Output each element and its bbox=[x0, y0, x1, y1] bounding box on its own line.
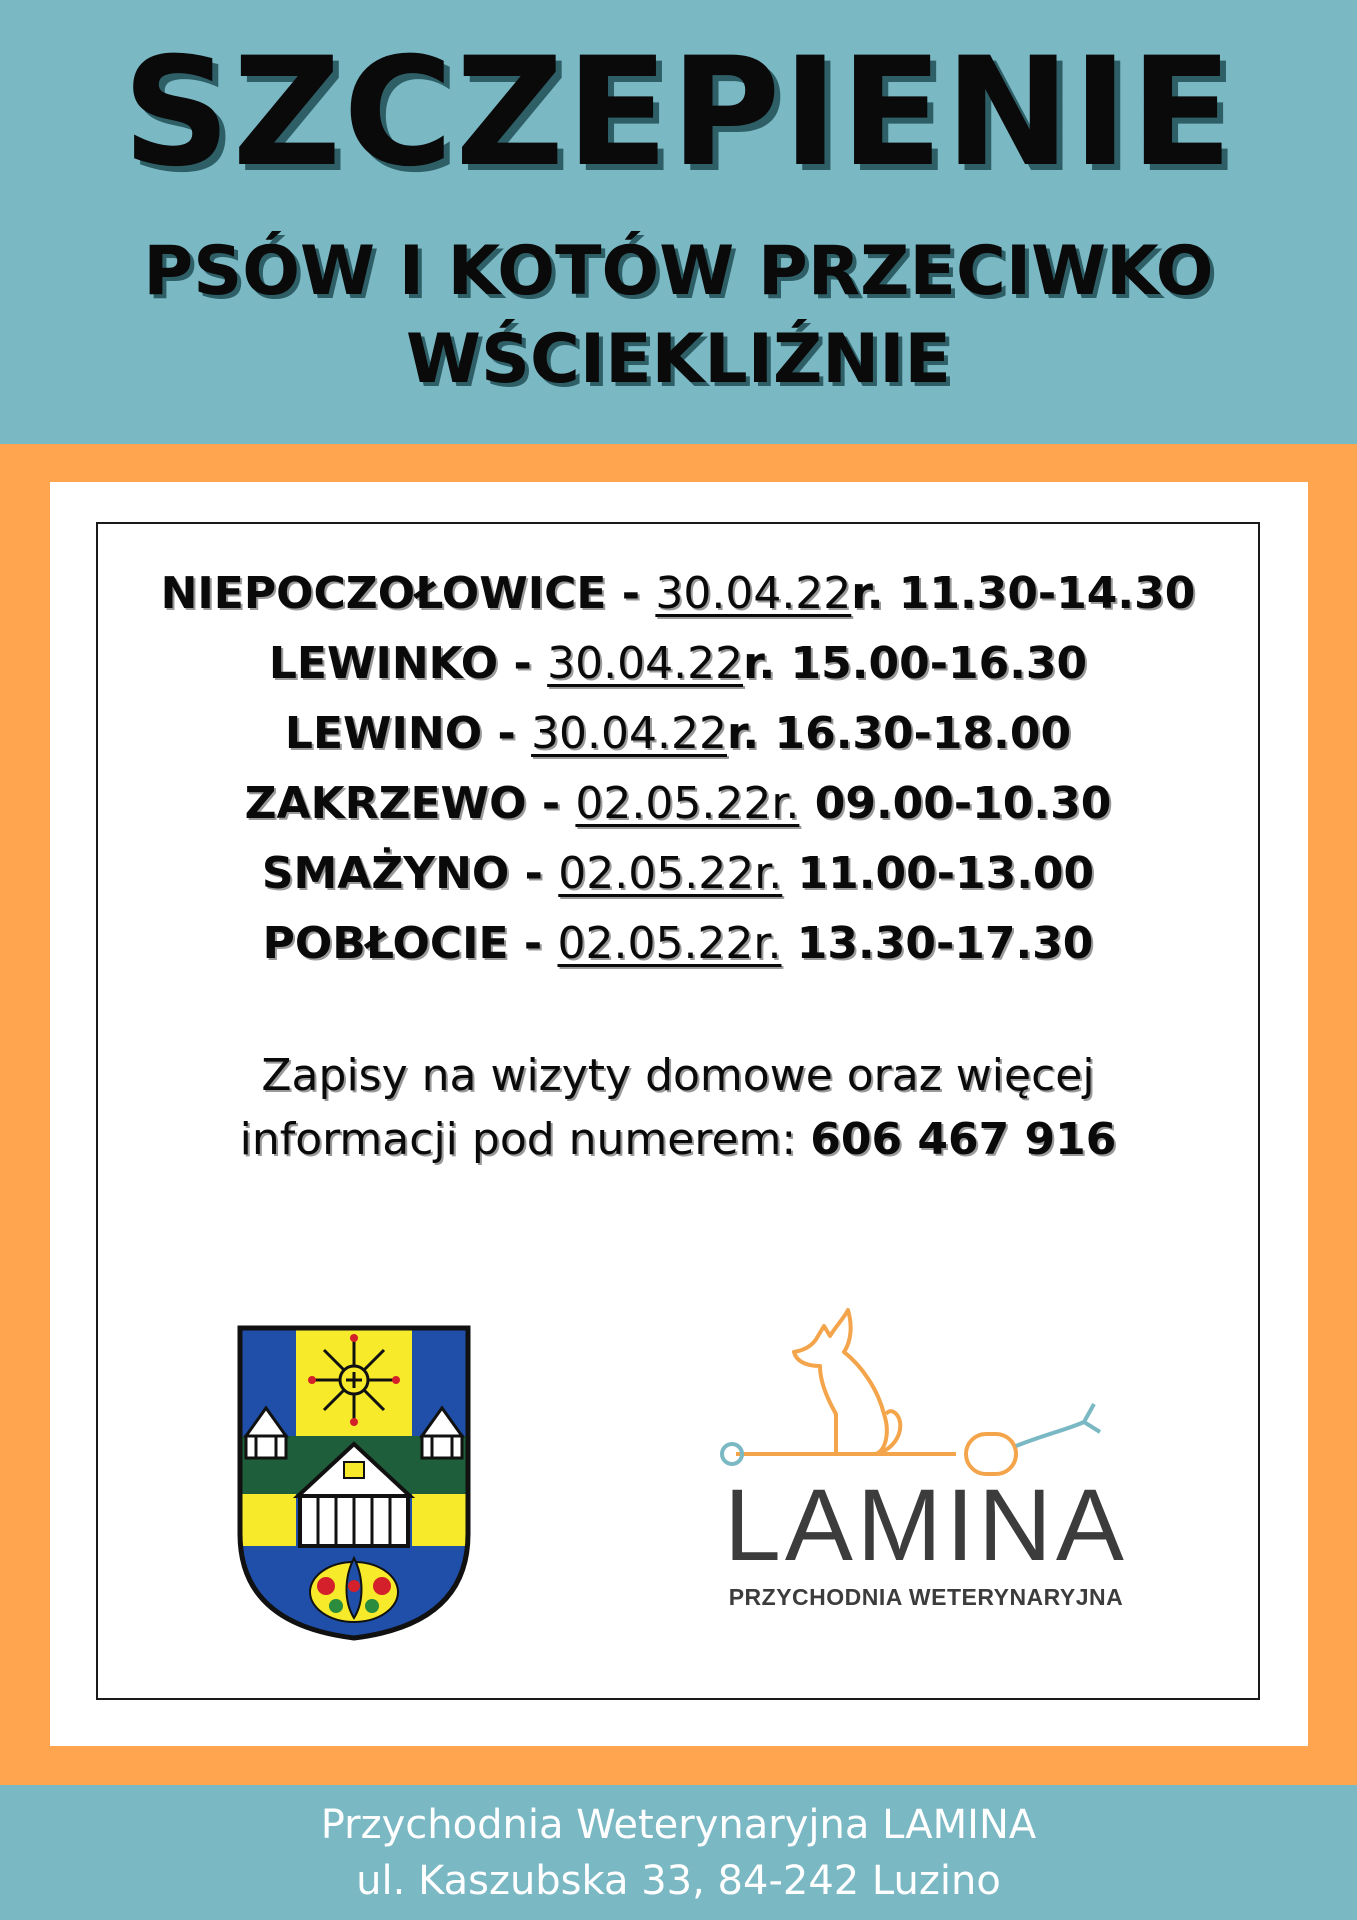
phone-number: 606 467 916 bbox=[810, 1114, 1117, 1165]
schedule-separator: - bbox=[508, 918, 558, 969]
info-line-2-prefix: informacji pod numerem: bbox=[239, 1114, 811, 1165]
subtitle-line-1: PSÓW I KOTÓW PRZECIWKO bbox=[143, 232, 1214, 311]
footer-address: ul. Kaszubska 33, 84-242 Luzino bbox=[356, 1858, 1001, 1904]
schedule-list bbox=[98, 559, 1258, 979]
schedule-time: 11.30-14.30 bbox=[883, 568, 1196, 619]
content-panel bbox=[50, 482, 1308, 1746]
schedule-date-suffix: r. bbox=[743, 638, 776, 689]
footer-clinic-name: Przychodnia Weterynaryjna LAMINA bbox=[320, 1802, 1037, 1848]
schedule-row bbox=[98, 769, 1258, 839]
schedule-time: 09.00-10.30 bbox=[799, 778, 1112, 829]
schedule-separator: - bbox=[526, 778, 576, 829]
content-box bbox=[96, 522, 1260, 1700]
schedule-separator: - bbox=[509, 848, 559, 899]
schedule-place: NIEPOCZOŁOWICE bbox=[160, 568, 607, 619]
schedule-date: 30.04.22 bbox=[655, 568, 852, 619]
info-line-2 bbox=[98, 1108, 1258, 1172]
dog-stethoscope-icon bbox=[716, 1304, 1136, 1494]
schedule-place: POBŁOCIE bbox=[262, 918, 509, 969]
lamina-logo bbox=[716, 1304, 1136, 1634]
coat-of-arms-icon bbox=[236, 1324, 472, 1642]
schedule-row bbox=[98, 839, 1258, 909]
info-text bbox=[98, 1044, 1258, 1172]
schedule-date: 02.05.22r. bbox=[557, 918, 782, 969]
poster-subtitle bbox=[0, 228, 1357, 404]
header-banner bbox=[0, 0, 1357, 444]
schedule-separator: - bbox=[482, 708, 532, 759]
schedule-row bbox=[98, 559, 1258, 629]
schedule-row bbox=[98, 909, 1258, 979]
schedule-separator: - bbox=[606, 568, 656, 619]
schedule-separator: - bbox=[498, 638, 548, 689]
schedule-time: 11.00-13.00 bbox=[782, 848, 1095, 899]
schedule-place: ZAKRZEWO bbox=[244, 778, 527, 829]
schedule-time: 16.30-18.00 bbox=[759, 708, 1072, 759]
schedule-place: LEWINO bbox=[284, 708, 483, 759]
schedule-time: 13.30-17.30 bbox=[781, 918, 1094, 969]
schedule-date-suffix: r. bbox=[727, 708, 760, 759]
schedule-place: LEWINKO bbox=[268, 638, 499, 689]
schedule-date: 02.05.22r. bbox=[558, 848, 783, 899]
schedule-date: 30.04.22 bbox=[547, 638, 744, 689]
schedule-place: SMAŻYNO bbox=[261, 848, 510, 899]
schedule-date: 02.05.22r. bbox=[575, 778, 800, 829]
schedule-row bbox=[98, 699, 1258, 769]
schedule-row bbox=[98, 629, 1258, 699]
lamina-name: LAMINA bbox=[724, 1468, 1128, 1582]
schedule-time: 15.00-16.30 bbox=[775, 638, 1088, 689]
schedule-date-suffix: r. bbox=[851, 568, 884, 619]
lamina-subtitle: PRZYCHODNIA WETERYNARYJNA bbox=[728, 1584, 1124, 1610]
footer-banner bbox=[0, 1785, 1357, 1920]
subtitle-line-2: WŚCIEKLIŹNIE bbox=[406, 320, 951, 399]
schedule-date: 30.04.22 bbox=[531, 708, 727, 759]
poster-title: SZCZEPIENIE bbox=[122, 26, 1235, 200]
info-line-1: Zapisy na wizyty domowe oraz więcej bbox=[261, 1050, 1095, 1101]
